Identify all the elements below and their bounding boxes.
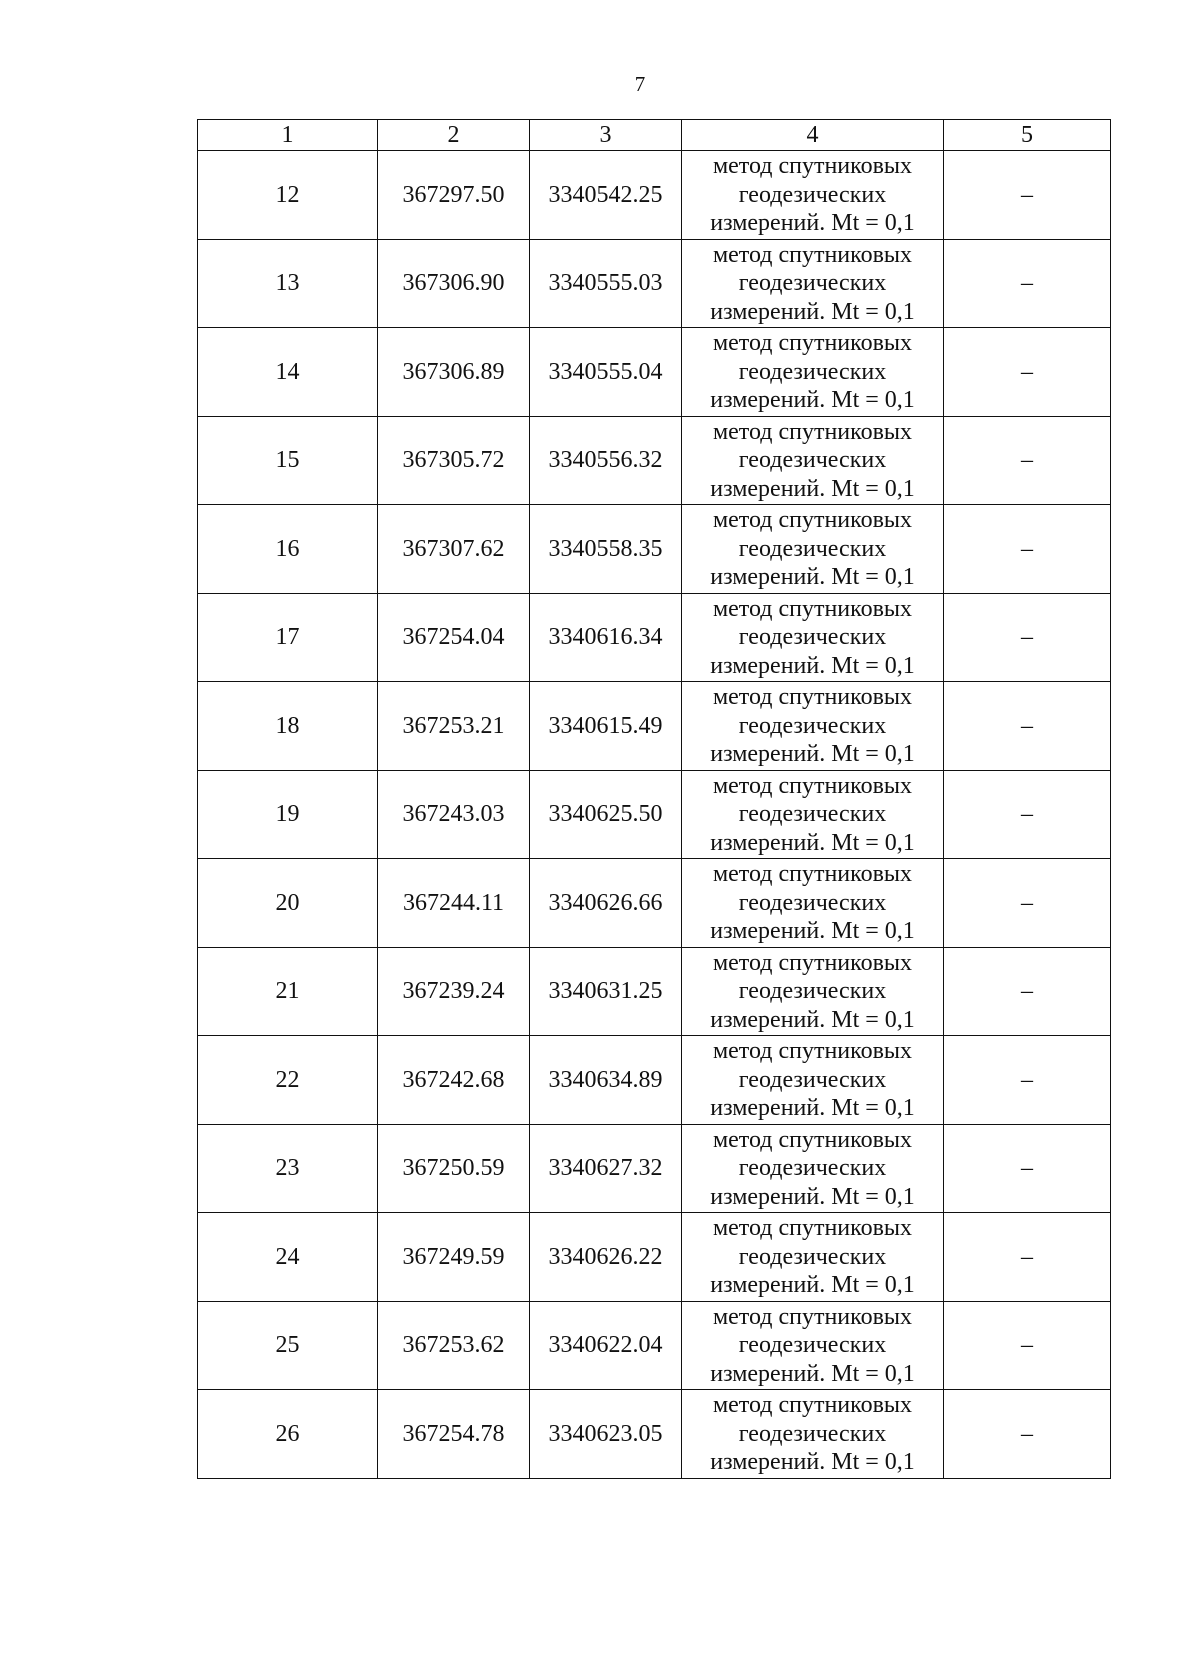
y-coordinate-cell: 3340622.04 xyxy=(530,1301,682,1390)
x-coordinate-cell: 367242.68 xyxy=(378,1036,530,1125)
y-coordinate-cell: 3340555.03 xyxy=(530,239,682,328)
y-coordinate-cell: 3340625.50 xyxy=(530,770,682,859)
coordinates-table xyxy=(197,119,1111,1479)
method-line: метод спутниковых xyxy=(712,1126,913,1153)
method-cell xyxy=(682,328,944,417)
point-number-cell: 15 xyxy=(198,416,378,505)
point-number-cell: 13 xyxy=(198,239,378,328)
point-number-cell: 22 xyxy=(198,1036,378,1125)
method-line: метод спутниковых xyxy=(712,418,913,445)
table-row xyxy=(198,151,1111,240)
x-coordinate-cell: 367249.59 xyxy=(378,1213,530,1302)
x-coordinate-cell: 367244.11 xyxy=(378,859,530,948)
method-line: метод спутниковых xyxy=(712,1303,913,1330)
method-line: геодезических xyxy=(738,712,887,739)
y-coordinate-cell: 3340615.49 xyxy=(530,682,682,771)
note-cell: – xyxy=(944,505,1111,594)
table-row xyxy=(198,770,1111,859)
x-coordinate-cell: 367253.21 xyxy=(378,682,530,771)
y-coordinate-cell: 3340626.22 xyxy=(530,1213,682,1302)
table-row xyxy=(198,859,1111,948)
x-coordinate-cell: 367297.50 xyxy=(378,151,530,240)
method-line: геодезических xyxy=(738,1332,887,1358)
note-cell: – xyxy=(944,682,1111,771)
note-cell: – xyxy=(944,239,1111,328)
point-number-cell: 23 xyxy=(198,1124,378,1213)
x-coordinate-cell: 367239.24 xyxy=(378,947,530,1036)
note-cell: – xyxy=(944,1301,1111,1390)
method-cell xyxy=(682,593,944,682)
x-coordinate-cell: 367243.03 xyxy=(378,770,530,859)
table-row xyxy=(198,1036,1111,1125)
method-line: измерений. Mt = 0,1 xyxy=(710,1183,915,1210)
method-line: измерений. Mt = 0,1 xyxy=(710,1006,915,1033)
method-line: геодезических xyxy=(738,1155,887,1181)
method-cell xyxy=(682,416,944,505)
note-cell: – xyxy=(944,1124,1111,1213)
method-line: метод спутниковых xyxy=(712,684,913,710)
header-col-1: 1 xyxy=(198,120,378,151)
header-row xyxy=(198,120,1111,151)
x-coordinate-cell: 367254.78 xyxy=(378,1390,530,1479)
page-number: 7 xyxy=(634,72,646,96)
point-number-cell: 14 xyxy=(198,328,378,417)
x-coordinate-cell: 367305.72 xyxy=(378,416,530,505)
y-coordinate-cell: 3340626.66 xyxy=(530,859,682,948)
table-row xyxy=(198,416,1111,505)
point-number-cell: 17 xyxy=(198,593,378,682)
y-coordinate-cell: 3340616.34 xyxy=(530,593,682,682)
method-line: измерений. Mt = 0,1 xyxy=(710,210,915,236)
method-line: геодезических xyxy=(738,1243,887,1270)
header-col-2: 2 xyxy=(378,120,530,151)
table-row xyxy=(198,1213,1111,1302)
method-line: геодезических xyxy=(738,889,887,916)
method-line: измерений. Mt = 0,1 xyxy=(710,1272,915,1298)
method-line: геодезических xyxy=(738,181,887,208)
table-body xyxy=(198,151,1111,1479)
method-line: метод спутниковых xyxy=(712,861,913,887)
table-row xyxy=(198,1301,1111,1390)
note-cell: – xyxy=(944,1036,1111,1125)
method-line: измерений. Mt = 0,1 xyxy=(710,564,915,590)
method-cell xyxy=(682,1390,944,1479)
method-cell xyxy=(682,859,944,948)
point-number-cell: 21 xyxy=(198,947,378,1036)
point-number-cell: 25 xyxy=(198,1301,378,1390)
point-number-cell: 24 xyxy=(198,1213,378,1302)
method-cell xyxy=(682,770,944,859)
method-cell xyxy=(682,1124,944,1213)
method-cell xyxy=(682,505,944,594)
x-coordinate-cell: 367306.90 xyxy=(378,239,530,328)
method-line: измерений. Mt = 0,1 xyxy=(710,741,915,767)
method-line: метод спутниковых xyxy=(712,1215,913,1241)
method-cell xyxy=(682,1301,944,1390)
method-line: геодезических xyxy=(738,358,887,385)
point-number-cell: 18 xyxy=(198,682,378,771)
note-cell: – xyxy=(944,151,1111,240)
method-line: измерений. Mt = 0,1 xyxy=(710,298,915,325)
method-line: измерений. Mt = 0,1 xyxy=(710,1095,915,1121)
table-row xyxy=(198,682,1111,771)
method-cell xyxy=(682,239,944,328)
note-cell: – xyxy=(944,1213,1111,1302)
method-line: геодезических xyxy=(738,270,887,296)
x-coordinate-cell: 367250.59 xyxy=(378,1124,530,1213)
method-line: геодезических xyxy=(738,1420,887,1447)
table-header xyxy=(198,120,1111,151)
method-line: измерений. Mt = 0,1 xyxy=(710,918,915,944)
x-coordinate-cell: 367253.62 xyxy=(378,1301,530,1390)
y-coordinate-cell: 3340623.05 xyxy=(530,1390,682,1479)
note-cell: – xyxy=(944,770,1111,859)
y-coordinate-cell: 3340556.32 xyxy=(530,416,682,505)
method-line: метод спутниковых xyxy=(712,595,913,622)
point-number-cell: 20 xyxy=(198,859,378,948)
y-coordinate-cell: 3340627.32 xyxy=(530,1124,682,1213)
method-cell xyxy=(682,682,944,771)
method-cell xyxy=(682,947,944,1036)
method-line: измерений. Mt = 0,1 xyxy=(710,652,915,679)
header-col-5: 5 xyxy=(944,120,1111,151)
y-coordinate-cell: 3340631.25 xyxy=(530,947,682,1036)
x-coordinate-cell: 367254.04 xyxy=(378,593,530,682)
method-line: геодезических xyxy=(738,447,887,473)
x-coordinate-cell: 367306.89 xyxy=(378,328,530,417)
point-number-cell: 19 xyxy=(198,770,378,859)
method-cell xyxy=(682,1036,944,1125)
method-line: геодезических xyxy=(738,1066,887,1093)
method-line: метод спутниковых xyxy=(712,772,913,799)
table-row xyxy=(198,1390,1111,1479)
method-line: геодезических xyxy=(738,624,887,650)
table-row xyxy=(198,1124,1111,1213)
method-cell xyxy=(682,1213,944,1302)
x-coordinate-cell: 367307.62 xyxy=(378,505,530,594)
table-row xyxy=(198,505,1111,594)
method-cell xyxy=(682,151,944,240)
note-cell: – xyxy=(944,1390,1111,1479)
method-line: измерений. Mt = 0,1 xyxy=(710,829,915,856)
method-line: метод спутниковых xyxy=(712,153,913,179)
method-line: геодезических xyxy=(738,978,887,1004)
table-row xyxy=(198,239,1111,328)
table-row xyxy=(198,947,1111,1036)
method-line: измерений. Mt = 0,1 xyxy=(710,387,915,413)
table-row xyxy=(198,328,1111,417)
y-coordinate-cell: 3340555.04 xyxy=(530,328,682,417)
y-coordinate-cell: 3340542.25 xyxy=(530,151,682,240)
note-cell: – xyxy=(944,593,1111,682)
note-cell: – xyxy=(944,859,1111,948)
point-number-cell: 26 xyxy=(198,1390,378,1479)
method-line: метод спутниковых xyxy=(712,1038,913,1064)
method-line: метод спутниковых xyxy=(712,241,913,268)
header-col-3: 3 xyxy=(530,120,682,151)
table-row xyxy=(198,593,1111,682)
method-line: метод спутниковых xyxy=(712,330,913,356)
method-line: метод спутниковых xyxy=(712,949,913,976)
note-cell: – xyxy=(944,416,1111,505)
y-coordinate-cell: 3340558.35 xyxy=(530,505,682,594)
header-col-4: 4 xyxy=(682,120,944,151)
y-coordinate-cell: 3340634.89 xyxy=(530,1036,682,1125)
note-cell: – xyxy=(944,947,1111,1036)
point-number-cell: 16 xyxy=(198,505,378,594)
point-number-cell: 12 xyxy=(198,151,378,240)
method-line: метод спутниковых xyxy=(712,507,913,533)
method-line: измерений. Mt = 0,1 xyxy=(710,475,915,502)
note-cell: – xyxy=(944,328,1111,417)
method-line: измерений. Mt = 0,1 xyxy=(710,1449,915,1475)
method-line: геодезических xyxy=(738,535,887,562)
method-line: измерений. Mt = 0,1 xyxy=(710,1360,915,1387)
method-line: геодезических xyxy=(738,801,887,827)
method-line: метод спутниковых xyxy=(712,1392,913,1418)
